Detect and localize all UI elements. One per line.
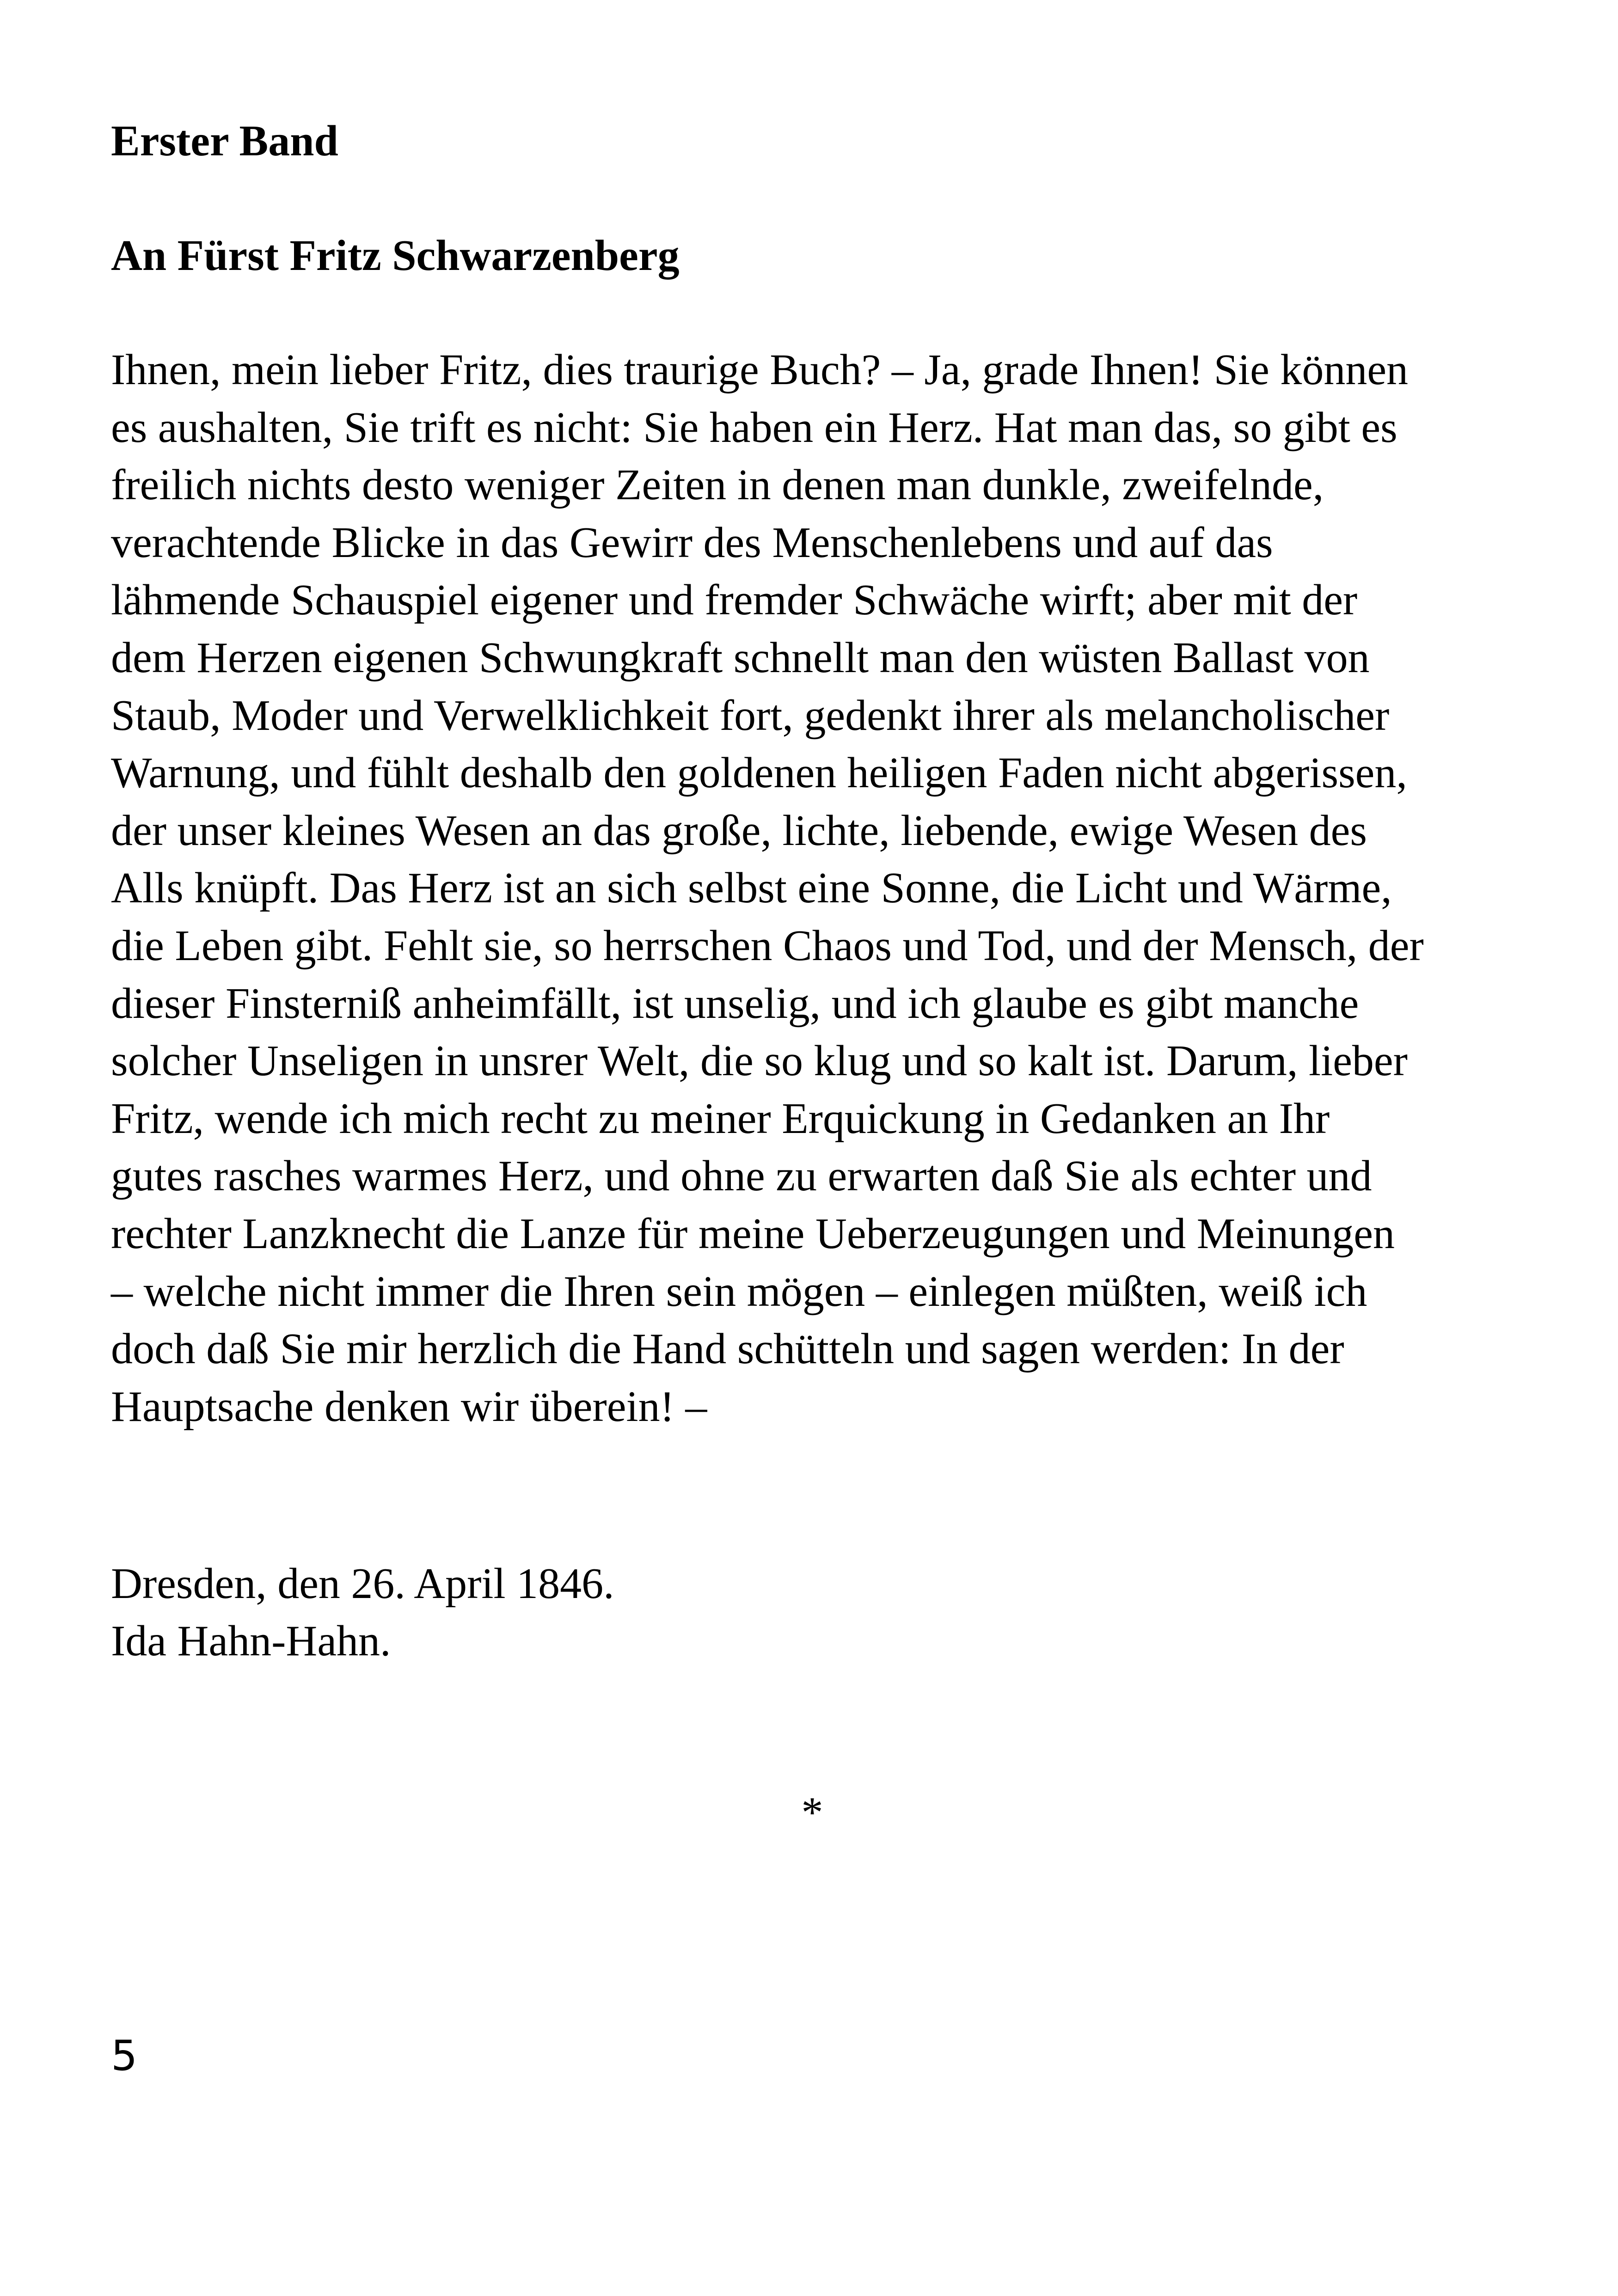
signature-name: Ida Hahn-Hahn. bbox=[111, 1617, 391, 1665]
page-number: 5 bbox=[111, 2032, 138, 2080]
body-line: es aushalten, Sie trift es nicht: Sie haben ein Herz. Hat man das, so gibt es bbox=[111, 403, 1397, 452]
section-separator: * bbox=[801, 1788, 823, 1837]
body-line: gutes rasches warmes Herz, und ohne zu erwarten daß Sie als echter und bbox=[111, 1152, 1372, 1200]
volume-title: Erster Band bbox=[111, 117, 338, 165]
body-line: Fritz, wende ich mich recht zu meiner Erquickung in Gedanken an Ihr bbox=[111, 1094, 1330, 1143]
dedication-title: An Fürst Fritz Schwarzenberg bbox=[111, 232, 680, 280]
body-line: Alls knüpft. Das Herz ist an sich selbst eine Sonne, die Licht und Wärme, bbox=[111, 864, 1392, 912]
body-line: doch daß Sie mir herzlich die Hand schütteln und sagen werden: In der bbox=[111, 1325, 1344, 1373]
body-line: verachtende Blicke in das Gewirr des Menschenlebens und auf das bbox=[111, 518, 1273, 567]
dedication-body bbox=[111, 341, 1526, 1435]
body-line: Ihnen, mein lieber Fritz, dies traurige Buch? – Ja, grade Ihnen! Sie können bbox=[111, 346, 1409, 394]
body-line: dieser Finsterniß anheimfällt, ist unselig, und ich glaube es gibt manche bbox=[111, 979, 1359, 1028]
body-line: solcher Unseligen in unsrer Welt, die so klug und so kalt ist. Darum, lieber bbox=[111, 1037, 1408, 1085]
body-line: rechter Lanzknecht die Lanze für meine Ueberzeugungen und Meinungen bbox=[111, 1209, 1395, 1258]
body-line: lähmende Schauspiel eigener und fremder Schwäche wirft; aber mit der bbox=[111, 576, 1358, 625]
body-line: Warnung, und fühlt deshalb den goldenen heiligen Faden nicht abgerissen, bbox=[111, 749, 1407, 797]
body-line: Staub, Moder und Verwelklichkeit fort, gedenkt ihrer als melancholischer bbox=[111, 691, 1390, 740]
signature-block bbox=[111, 1555, 614, 1670]
signature-place-date: Dresden, den 26. April 1846. bbox=[111, 1560, 614, 1608]
body-line: die Leben gibt. Fehlt sie, so herrschen Chaos und Tod, und der Mensch, der bbox=[111, 921, 1424, 970]
body-line: – welche nicht immer die Ihren sein mögen – einlegen müßten, weiß ich bbox=[111, 1267, 1367, 1316]
body-line: der unser kleines Wesen an das große, lichte, liebende, ewige Wesen des bbox=[111, 806, 1367, 855]
body-line: dem Herzen eigenen Schwungkraft schnellt man den wüsten Ballast von bbox=[111, 633, 1370, 682]
body-line: freilich nichts desto weniger Zeiten in denen man dunkle, zweifelnde, bbox=[111, 461, 1324, 509]
body-line: Hauptsache denken wir überein! – bbox=[111, 1382, 707, 1431]
